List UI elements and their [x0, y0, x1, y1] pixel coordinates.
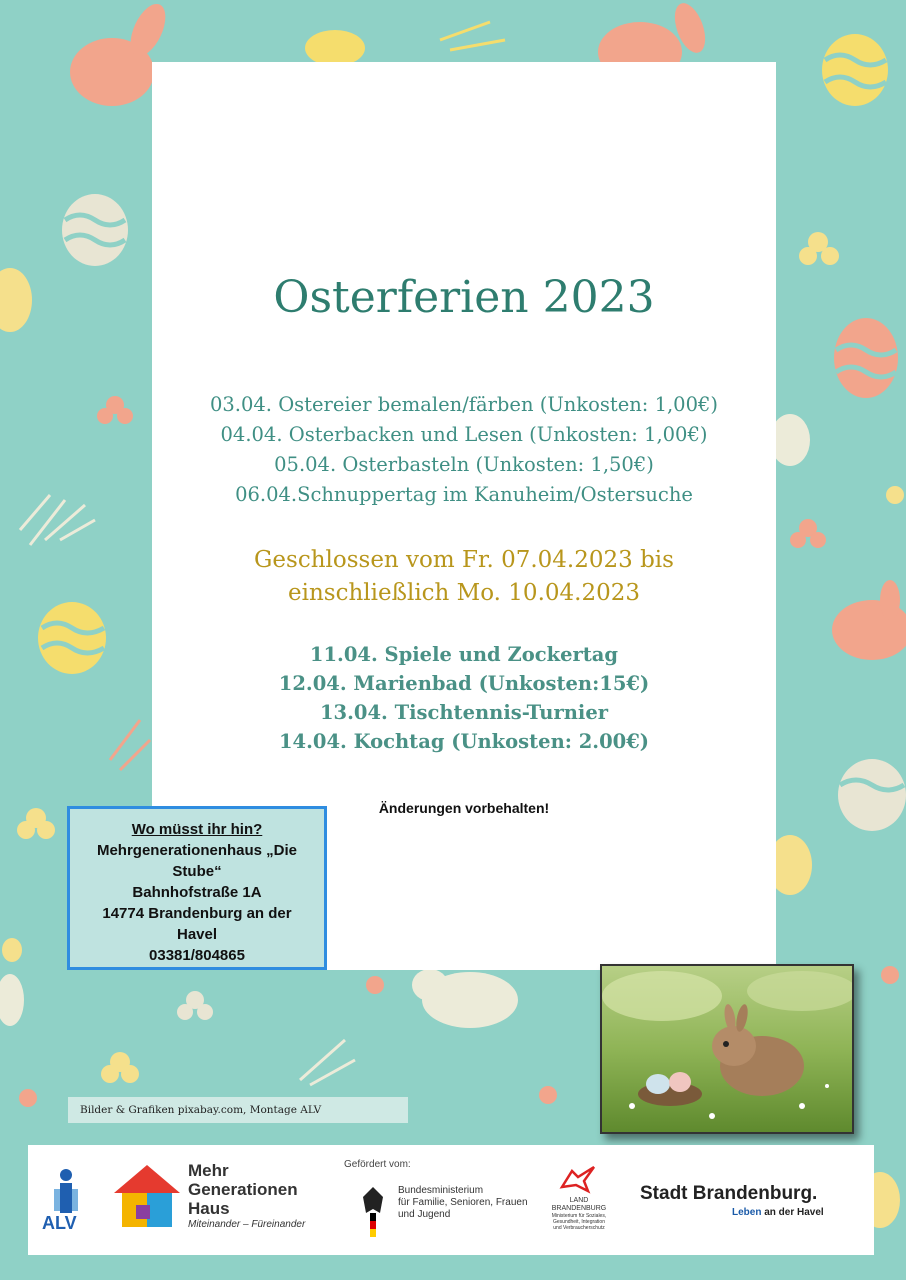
- closed-line: Geschlossen vom Fr. 07.04.2023 bis: [254, 547, 674, 573]
- schedule-item: 13.04. Tischtennis-Turnier: [319, 701, 609, 724]
- land-line: LAND: [569, 1197, 589, 1204]
- land-ministry-line: Ministerium für Soziales,: [551, 1213, 607, 1219]
- schedule-item: 05.04. Osterbasteln (Unkosten: 1,50€): [274, 453, 654, 476]
- schedule-item: 14.04. Kochtag (Unkosten: 2.00€): [278, 730, 650, 753]
- land-line: BRANDENBURG: [551, 1205, 607, 1212]
- mgh-house-icon: [112, 1163, 182, 1231]
- ministry-line: Bundesministerium: [398, 1185, 484, 1196]
- address-line: Bahnhofstraße 1A: [132, 884, 262, 901]
- schedule-week-1: [152, 390, 776, 510]
- funded-by-label: Gefördert vom:: [344, 1159, 411, 1170]
- closed-notice: [152, 544, 776, 610]
- address-line: Havel: [176, 926, 218, 943]
- mgh-wordmark: [188, 1161, 305, 1232]
- changes-notice: Änderungen vorbehalten!: [378, 800, 550, 816]
- schedule-item: 11.04. Spiele und Zockertag: [309, 643, 619, 666]
- address-heading: Wo müsst ihr hin?: [131, 821, 263, 838]
- mgh-line: Haus: [188, 1199, 230, 1218]
- ministry-line: für Familie, Senioren, Frauen: [398, 1197, 528, 1208]
- alv-label: ALV: [42, 1213, 77, 1233]
- city-slogan: [732, 1207, 824, 1218]
- mgh-line: Mehr: [188, 1161, 229, 1180]
- address-line: Mehrgenerationenhaus „Die: [96, 842, 298, 859]
- bunny-photo-illustration: [602, 966, 852, 1132]
- ministry-name: [398, 1185, 528, 1221]
- ministry-line: und Jugend: [398, 1209, 451, 1220]
- city-slogan-leben: Leben: [732, 1207, 762, 1218]
- mgh-line: Generationen: [188, 1180, 298, 1199]
- closed-line: einschließlich Mo. 10.04.2023: [288, 580, 640, 606]
- bunny-photo: [600, 964, 854, 1134]
- federal-eagle-icon: [358, 1183, 388, 1239]
- alv-logo: [40, 1167, 92, 1233]
- phone-number: 03381/804865: [149, 947, 245, 964]
- image-credit: Bilder & Grafiken pixabay.com, Montage ALV: [68, 1097, 408, 1123]
- city-slogan-rest: an der Havel: [761, 1207, 824, 1218]
- schedule-item: 04.04. Osterbacken und Lesen (Unkosten: 1,00€): [220, 423, 708, 446]
- address-line: Stube“: [172, 863, 222, 880]
- address-line: 14774 Brandenburg an der: [102, 905, 292, 922]
- brandenburg-eagle-icon: [558, 1163, 598, 1195]
- address-box: [67, 806, 327, 970]
- city-logo: Stadt Brandenburg.: [640, 1183, 818, 1204]
- land-brandenburg: [548, 1197, 610, 1231]
- mgh-slogan: Miteinander – Füreinander: [188, 1219, 306, 1230]
- land-ministry-line: Gesundheit, Integration: [553, 1219, 605, 1225]
- alv-figures-icon: [40, 1167, 92, 1217]
- page-title: Osterferien 2023: [273, 272, 655, 323]
- land-ministry-line: und Verbraucherschutz: [553, 1225, 605, 1231]
- sponsor-footer: [28, 1145, 874, 1255]
- schedule-item: 12.04. Marienbad (Unkosten:15€): [278, 672, 650, 695]
- schedule-item: 03.04. Ostereier bemalen/färben (Unkosten: 1,00€): [209, 393, 719, 416]
- schedule-item: 06.04.Schnuppertag im Kanuheim/Ostersuche: [235, 483, 693, 506]
- schedule-week-2: [152, 640, 776, 756]
